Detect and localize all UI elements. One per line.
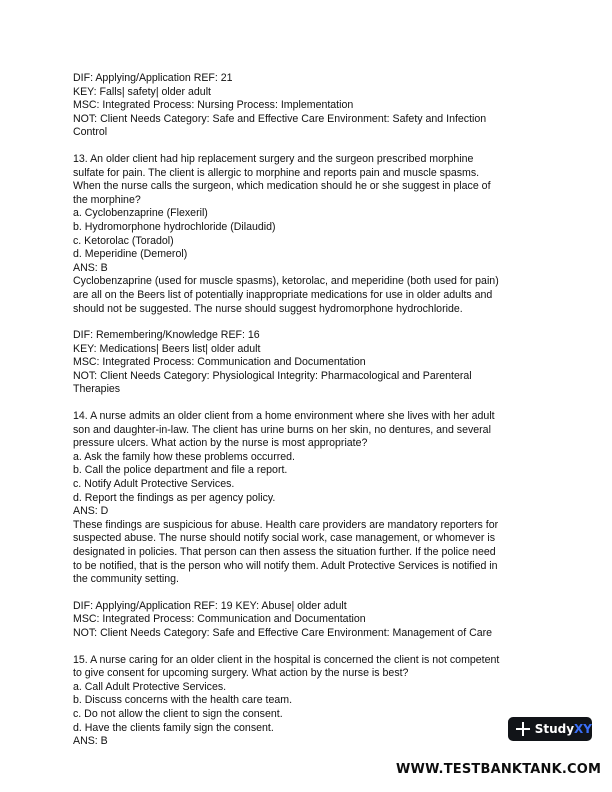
brand-accent: XY — [574, 722, 592, 736]
footer-website[interactable]: WWW.TESTBANKTANK.COM — [396, 762, 602, 777]
answer-option: d. Report the findings as per agency policy. — [73, 491, 276, 504]
rationale: the community setting. — [73, 573, 179, 586]
rationale: to be notified, that is the person who will notify them. Adult Protective Services is notified in — [73, 559, 498, 572]
answer-option: b. Hydromorphone hydrochloride (Dilaudid) — [73, 220, 276, 233]
question-text: to give consent for upcoming surgery. What action by the nurse is best? — [73, 667, 409, 680]
text-line: MSC: Integrated Process: Communication and Documentation — [73, 613, 366, 626]
text-line: NOT: Client Needs Category: Safe and Effective Care Environment: Safety and Infection — [73, 112, 487, 125]
plus-icon — [516, 722, 530, 736]
answer-option: a. Call Adult Protective Services. — [73, 680, 227, 693]
question-text: the morphine? — [73, 193, 141, 206]
text-line: DIF: Applying/Application REF: 21 — [73, 72, 233, 84]
rationale: are all on the Beers list of potentially inappropriate medications for use in older adults and — [73, 288, 493, 301]
question-text: 15. A nurse caring for an older client in the hospital is concerned the client is not competent — [73, 653, 500, 666]
text-block — [73, 72, 553, 140]
brand-main: Study — [534, 722, 575, 736]
answer-key: ANS: B — [73, 261, 108, 274]
answer-option: c. Ketorolac (Toradol) — [73, 234, 174, 247]
question-text: pressure ulcers. What action by the nurse is most appropriate? — [73, 437, 368, 450]
rationale: should not be suggested. The nurse should suggest hydromorphone hydrochloride. — [73, 302, 463, 315]
text-line: NOT: Client Needs Category: Safe and Effective Care Environment: Management of Care — [73, 626, 493, 639]
question-text: 14. A nurse admits an older client from a home environment where she lives with her adult — [73, 410, 495, 423]
answer-option: a. Ask the family how these problems occurred. — [73, 450, 295, 463]
text-block — [73, 600, 553, 641]
rationale: suspected abuse. The nurse should notify social work, case management, or whomever is — [73, 532, 496, 545]
answer-option: c. Do not allow the client to sign the consent. — [73, 707, 283, 720]
question-13 — [73, 153, 553, 316]
question-text: son and daughter-in-law. The client has urine burns on her skin, no dentures, and several — [73, 423, 491, 436]
answer-option: b. Call the police department and file a report. — [73, 464, 288, 477]
rationale: designated in policies. That person can then assess the situation further. If the police need — [73, 546, 496, 558]
text-line: Therapies — [73, 383, 121, 396]
rationale: These findings are suspicious for abuse. Health care providers are mandatory reporters for — [73, 518, 499, 531]
answer-option: c. Notify Adult Protective Services. — [73, 478, 235, 491]
text-block — [73, 329, 553, 397]
text-line: KEY: Medications| Beers list| older adult — [73, 342, 261, 355]
question-text: 13. An older client had hip replacement surgery and the surgeon prescribed morphine — [73, 152, 474, 165]
text-line: NOT: Client Needs Category: Physiological Integrity: Pharmacological and Parenteral — [73, 369, 472, 382]
answer-option: b. Discuss concerns with the health care team. — [73, 694, 293, 707]
question-15 — [73, 654, 553, 749]
document-body — [73, 72, 553, 762]
answer-option: a. Cyclobenzaprine (Flexeril) — [73, 207, 208, 220]
question-text: sulfate for pain. The client is allergic to morphine and reports pain and muscle spasms. — [73, 166, 480, 179]
question-text: When the nurse calls the surgeon, which medication should he or she suggest in place of — [73, 180, 491, 193]
text-line: DIF: Applying/Application REF: 19 KEY: Abuse| older adult — [73, 599, 347, 612]
answer-option: d. Have the clients family sign the consent. — [73, 721, 274, 734]
studyxy-badge[interactable] — [508, 717, 592, 741]
text-line: Control — [73, 126, 108, 139]
answer-option: d. Meperidine (Demerol) — [73, 248, 188, 261]
question-14 — [73, 410, 553, 587]
answer-key: ANS: D — [73, 505, 109, 518]
answer-key: ANS: B — [73, 735, 108, 748]
brand-logo-text — [535, 722, 592, 736]
text-line: DIF: Remembering/Knowledge REF: 16 — [73, 329, 260, 342]
rationale: Cyclobenzaprine (used for muscle spasms), ketorolac, and meperidine (both used for pain) — [73, 275, 499, 288]
text-line: MSC: Integrated Process: Communication and Documentation — [73, 356, 366, 369]
text-line: KEY: Falls| safety| older adult — [73, 85, 211, 98]
text-line: MSC: Integrated Process: Nursing Process: Implementation — [73, 99, 354, 112]
